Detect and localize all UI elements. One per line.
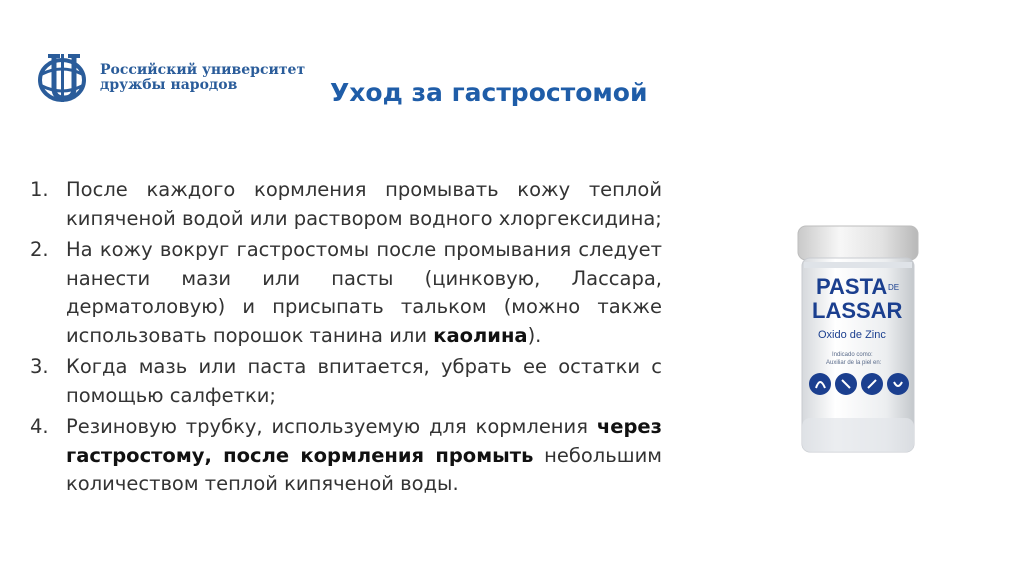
list-item <box>30 176 662 233</box>
emphasis-text: каолина <box>433 323 528 347</box>
pasta-lassar-jar-image <box>792 222 924 454</box>
item-number: 2. <box>30 238 49 261</box>
university-logo <box>34 50 305 106</box>
list-item <box>30 236 662 350</box>
logo-line-2: дружбы народов <box>100 77 238 93</box>
product-subtitle: Oxido de Zinc <box>818 329 886 341</box>
item-number: 3. <box>30 355 49 378</box>
logo-line-1: Российский университет <box>100 62 306 78</box>
usage-icon-4 <box>887 373 909 395</box>
product-note-1: Indicado como: <box>832 352 873 358</box>
product-note-2: Auxiliar de la piel en: <box>826 360 882 366</box>
product-name-line-1: PASTA <box>816 274 888 299</box>
emphasis-text: через гастростому, после кормления промыть <box>66 415 662 467</box>
item-number: 4. <box>30 415 49 438</box>
product-name-line-2: LASSAR <box>812 298 903 323</box>
item-text: Когда мазь или паста впитается, убрать ее остатки с помощью салфетки; <box>66 355 662 407</box>
globe-logo-icon <box>34 50 94 106</box>
care-steps-list <box>30 176 662 502</box>
item-text: После каждого кормления промывать кожу теплой кипяченой водой или раствором водного хлоргексидина; <box>66 178 662 230</box>
list-item <box>30 353 662 410</box>
slide-title: Уход за гастростомой <box>330 78 648 107</box>
usage-icon-1 <box>809 373 831 395</box>
product-name-small: DE <box>888 283 900 292</box>
item-text: На кожу вокруг гастростомы после промывания следует нанести мази или пасты (цинковую, Лассара, дерматоловую) и присыпать тальком (можно также использовать порошок танина или каолина). <box>66 238 662 347</box>
list-item <box>30 413 662 499</box>
item-text: Резиновую трубку, используемую для кормления через гастростому, после кормления промыть небольшим количеством теплой кипяченой воды. <box>66 415 662 495</box>
item-number: 1. <box>30 178 49 201</box>
